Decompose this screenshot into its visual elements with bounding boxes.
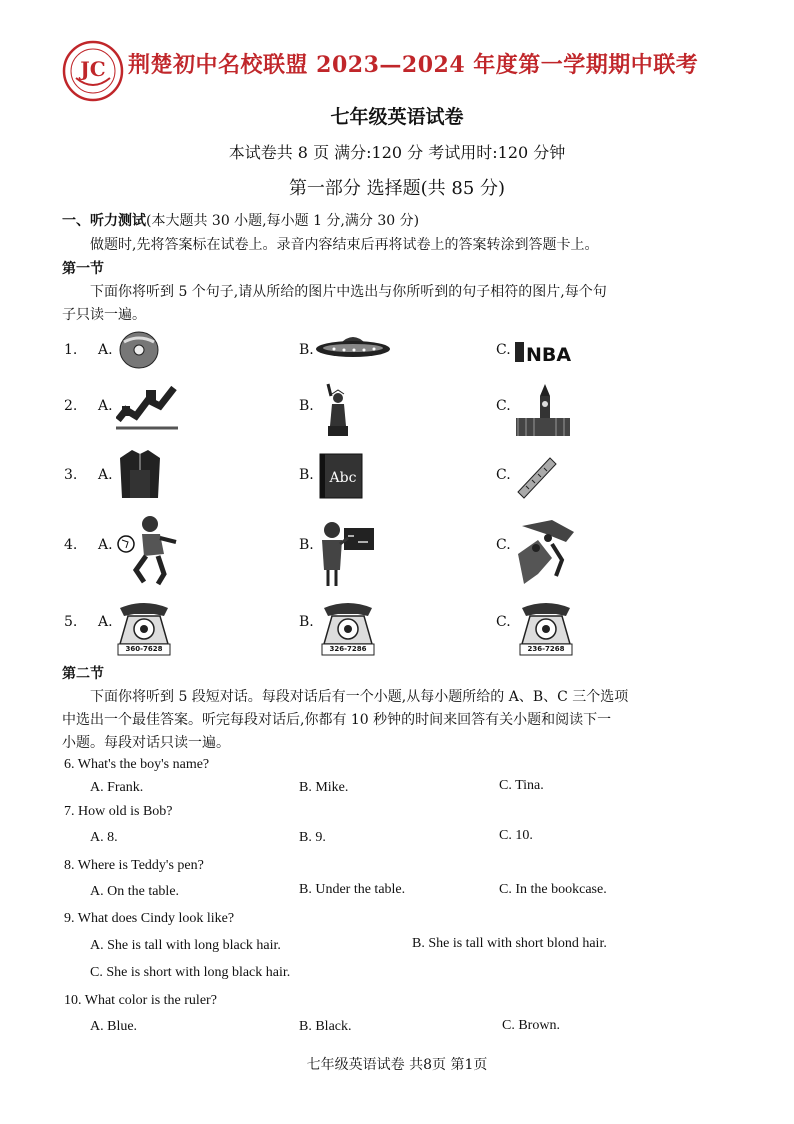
option-a: A. Frank. bbox=[90, 780, 144, 795]
part1-label: 第一节 bbox=[62, 261, 104, 277]
option-c: C. Tina. bbox=[499, 778, 544, 793]
nba-logo-icon bbox=[514, 340, 572, 366]
section1-heading-label: 一、听力测试 bbox=[62, 213, 146, 229]
league-logo bbox=[62, 40, 124, 102]
option-c: C. 10. bbox=[499, 828, 533, 843]
option-c: C. bbox=[496, 614, 511, 630]
item-number: 5. bbox=[64, 614, 78, 630]
telephone-icon bbox=[114, 600, 174, 656]
option-b: B. 9. bbox=[299, 830, 326, 845]
part1-instruction-2: 子只读一遍。 bbox=[62, 307, 146, 323]
section1-instruction: 做题时,先将答案标在试卷上。录音内容结束后再将试卷上的答案转涂到答题卡上。 bbox=[90, 237, 599, 253]
option-b: B. bbox=[299, 467, 314, 483]
book-text: Abc bbox=[329, 470, 357, 486]
option-b: B. bbox=[299, 398, 314, 414]
option-c: C. bbox=[496, 467, 511, 483]
option-b: B. Mike. bbox=[299, 780, 349, 795]
ufo-icon bbox=[314, 330, 392, 364]
book-icon bbox=[318, 452, 364, 500]
option-c: C. She is short with long black hair. bbox=[90, 965, 291, 980]
question-6: 6. What's the boy's name? bbox=[64, 757, 210, 772]
option-a: A. bbox=[98, 614, 113, 630]
question-8: 8. Where is Teddy's pen? bbox=[64, 858, 204, 873]
option-a: A. Blue. bbox=[90, 1019, 138, 1034]
option-b: B. bbox=[299, 614, 314, 630]
subject-title: 七年级英语试卷 bbox=[330, 106, 464, 128]
item-number: 2. bbox=[64, 398, 78, 414]
part2-instruction-2: 中选出一个最佳答案。听完每段对话后,你都有 10 秒钟的时间来回答有关小题和阅读下一 bbox=[62, 712, 612, 728]
item-number: 1. bbox=[64, 342, 78, 358]
section1-heading bbox=[62, 210, 419, 230]
jacket-icon bbox=[118, 446, 162, 502]
part1-title: 第一部分 选择题(共 85 分) bbox=[288, 178, 506, 199]
phone-number: 360-7628 bbox=[125, 645, 163, 653]
option-b: B. She is tall with short blond hair. bbox=[412, 936, 607, 951]
option-a: A. bbox=[98, 342, 113, 358]
ruler-icon bbox=[514, 452, 560, 500]
item-number: 4. bbox=[64, 537, 78, 553]
option-a: A. On the table. bbox=[90, 884, 180, 899]
option-a: A. She is tall with long black hair. bbox=[90, 938, 281, 953]
option-a: A. bbox=[98, 537, 113, 553]
item-number: 3. bbox=[64, 467, 78, 483]
part2-label: 第二节 bbox=[62, 666, 104, 682]
page-footer: 七年级英语试卷 共8页 第1页 bbox=[306, 1057, 488, 1073]
big-ben-icon bbox=[514, 382, 572, 438]
logo-text: JC bbox=[80, 57, 106, 81]
option-c: C. Brown. bbox=[502, 1018, 560, 1033]
option-b: B. Black. bbox=[299, 1019, 352, 1034]
option-c: C. bbox=[496, 342, 511, 358]
statue-of-liberty-icon bbox=[318, 382, 358, 438]
exam-title: 荆楚初中名校联盟 2023—2024 年度第一学期期中联考 bbox=[128, 52, 699, 78]
part2-instruction-3: 小题。每段对话只读一遍。 bbox=[62, 735, 230, 751]
option-c: C. bbox=[496, 537, 511, 553]
teacher-icon bbox=[316, 518, 376, 588]
telephone-icon bbox=[516, 600, 576, 656]
exam-info: 本试卷共 8 页 满分:120 分 考试用时:120 分钟 bbox=[228, 143, 566, 162]
nba-text: NBA bbox=[526, 344, 572, 366]
great-wall-icon bbox=[116, 380, 178, 432]
option-a: A. 8. bbox=[90, 830, 118, 845]
phone-number: 236-7268 bbox=[527, 645, 565, 653]
part2-instruction-1: 下面你将听到 5 段短对话。每段对话后有一个小题,从每小题所给的 A、B、C 三个选项 bbox=[90, 689, 629, 705]
option-c: C. bbox=[496, 398, 511, 414]
question-7: 7. How old is Bob? bbox=[64, 804, 173, 819]
option-c: C. In the bookcase. bbox=[499, 882, 607, 897]
option-b: B. bbox=[299, 342, 314, 358]
part1-instruction-1: 下面你将听到 5 个句子,请从所给的图片中选出与你所听到的句子相符的图片,每个句 bbox=[90, 284, 607, 300]
soccer-boy-icon bbox=[114, 512, 182, 588]
cd-icon bbox=[118, 330, 160, 370]
phone-number: 326-7286 bbox=[329, 645, 367, 653]
question-10: 10. What color is the ruler? bbox=[64, 993, 217, 1008]
question-9: 9. What does Cindy look like? bbox=[64, 911, 235, 926]
option-a: A. bbox=[98, 467, 113, 483]
telephone-icon bbox=[318, 600, 378, 656]
option-a: A. bbox=[98, 398, 113, 414]
section1-heading-note: (本大题共 30 小题,每小题 1 分,满分 30 分) bbox=[146, 213, 420, 229]
option-b: B. Under the table. bbox=[299, 882, 406, 897]
dancers-icon bbox=[512, 514, 578, 586]
option-b: B. bbox=[299, 537, 314, 553]
